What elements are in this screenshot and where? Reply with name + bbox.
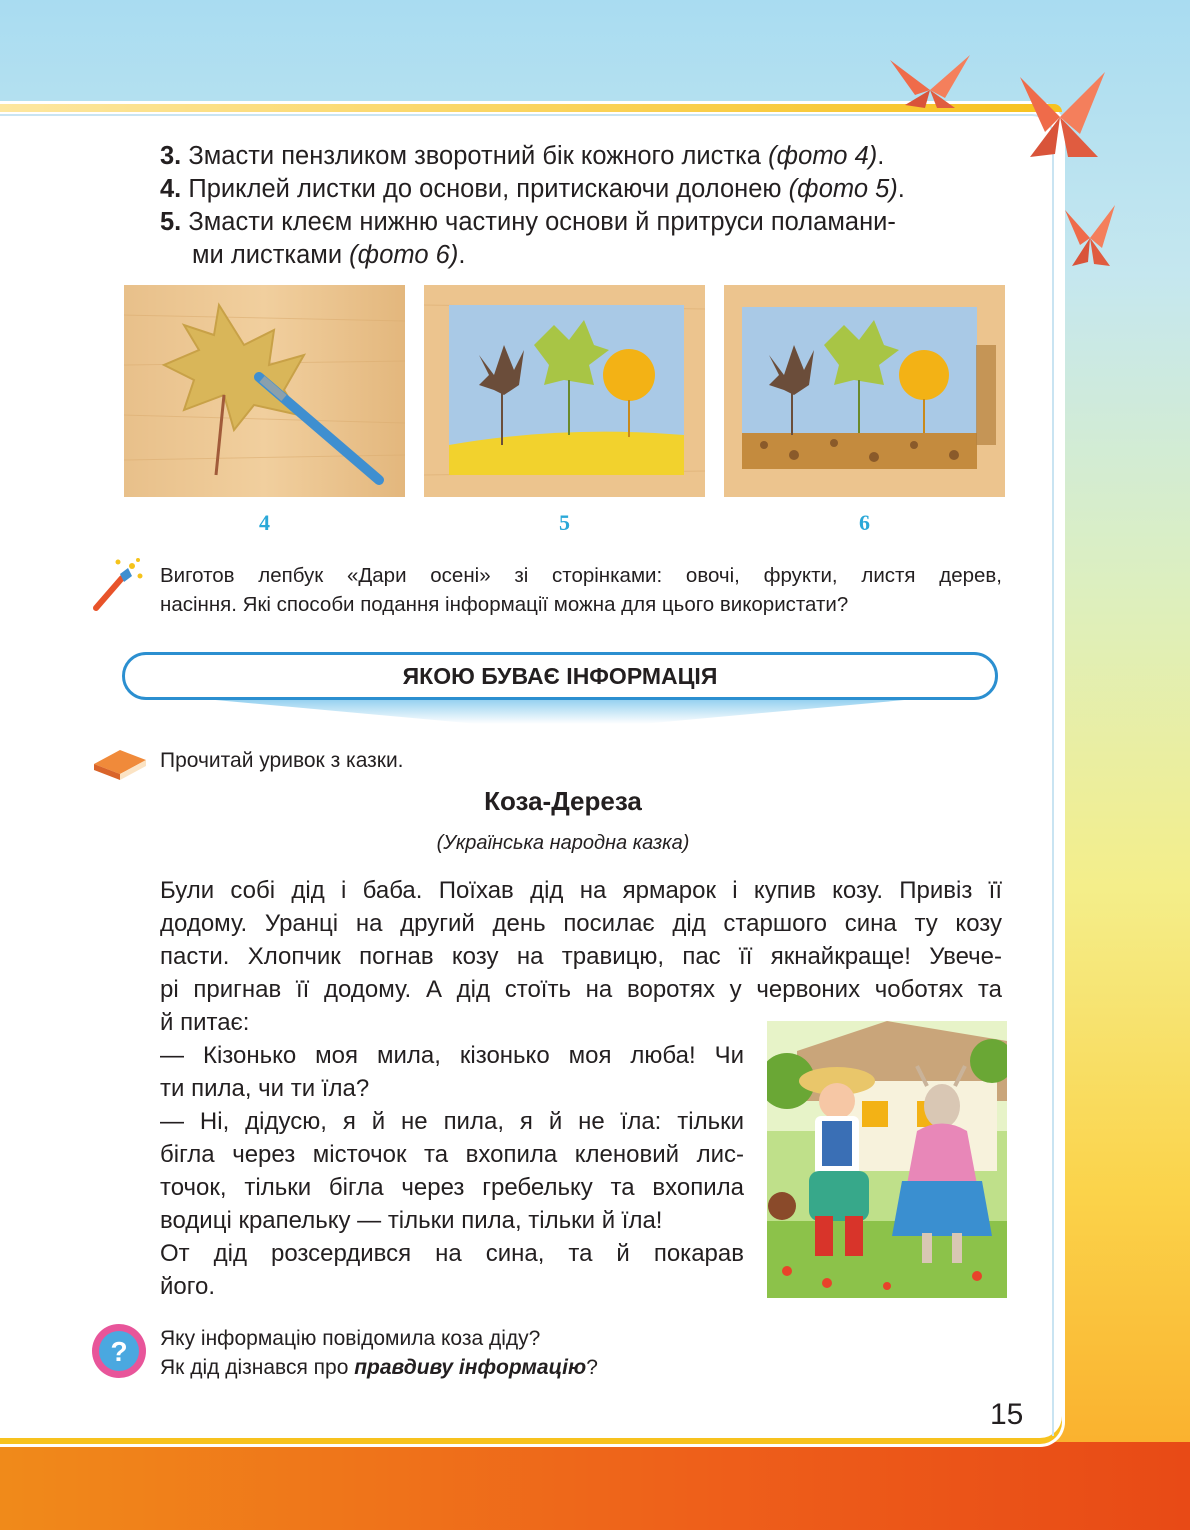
section-title: ЯКОЮ БУВАЄ ІНФОРМАЦІЯ [122,652,998,700]
story-title: Коза-Дереза [484,786,642,816]
story-line: його. [160,1273,215,1300]
question-text: ? [586,1356,598,1379]
story-line: водиці крапельку — тільки пила, тільки й їла! [160,1207,663,1234]
book-icon [90,746,148,782]
story-line: додому. Уранці на другий день посилає дід старшого сина ту козу [160,910,1002,937]
story-subtitle: (Українська народна казка) [436,832,690,854]
task-line: насіння. Які способи подання інформації можна для цього використати? [160,593,849,616]
butterfly-icon [1010,62,1115,162]
butterfly-icon [885,50,975,110]
story-line: — Ні, дідусю, я й не пила, я й не їла: тільки [160,1108,744,1135]
step-number: 4. [160,175,182,203]
story-line: ти пила, чи ти їла? [160,1075,370,1102]
task-text [160,561,1002,619]
svg-text:?: ? [110,1336,128,1367]
story-line: пасти. Хлопчик погнав козу на травицю, пас її якнайкраще! Увече- [160,943,1002,970]
step-text: Змасти клеєм нижню частину основи й притруси поламани- [188,208,896,236]
photo-caption: 5 [559,510,570,535]
step-text: ми листками [192,241,350,269]
step-tail: . [897,175,905,203]
photo-4 [124,285,405,497]
step-text: Приклей листки до основи, притискаючи долонею [188,175,789,203]
butterfly-icon [1060,200,1120,270]
photo-5 [424,285,705,497]
photo-caption: 6 [859,510,870,535]
story-dialogue [160,1105,744,1204]
step-5 [160,206,896,239]
story-line: бігла через місточок та вхопила кленовий лис- [160,1141,744,1168]
story-line: — Кізонько моя мила, кізонько моя люба! Чи [160,1042,744,1069]
story-dialogue [160,1039,744,1072]
story-line: От дід розсердився на сина, та й покарав [160,1240,744,1267]
photo-ref: (фото 6) [349,241,459,269]
step-text: Змасти пензликом зворотний бік кожного листка [188,142,769,170]
story-line: й питає: [160,1009,250,1036]
step-4 [160,173,905,206]
story-paragraph [160,874,1002,1006]
step-5-continuation [192,239,465,272]
photo-ref: (фото 4) [768,142,878,170]
photo-6 [724,285,1005,497]
page-number: 15 [990,1398,1024,1431]
question-icon [90,1322,148,1380]
step-number: 3. [160,142,182,170]
read-prompt: Прочитай уривок з казки. [160,749,404,772]
photo-caption: 4 [259,510,270,535]
question-line: Яку інформацію повідомила коза діду? [160,1327,541,1350]
story-line: Були собі дід і баба. Поїхав дід на ярмарок і купив козу. Привіз її [160,877,1002,904]
paintbrush-icon [88,556,146,614]
bottom-band [0,1442,1190,1530]
questions [160,1324,598,1382]
step-tail: . [458,241,466,269]
step-tail: . [877,142,885,170]
story-paragraph [160,1237,744,1270]
task-line: Виготов лепбук «Дари осені» зі сторінками: овочі, фрукти, листя дерев, [160,564,1002,587]
question-text: Як дід дізнався про [160,1356,355,1379]
question-line [160,1353,598,1382]
emphasis-text: правдиву інформацію [354,1356,587,1379]
step-3 [160,140,884,173]
photo-ref: (фото 5) [788,175,898,203]
story-line: рі пригнав її додому. А дід стоїть на воротях у червоних чоботях та [160,976,1002,1003]
step-number: 5. [160,208,182,236]
goat-and-grandpa-illustration [767,1021,1007,1298]
story-line: точок, тільки бігла через гребельку та вхопила [160,1174,744,1201]
